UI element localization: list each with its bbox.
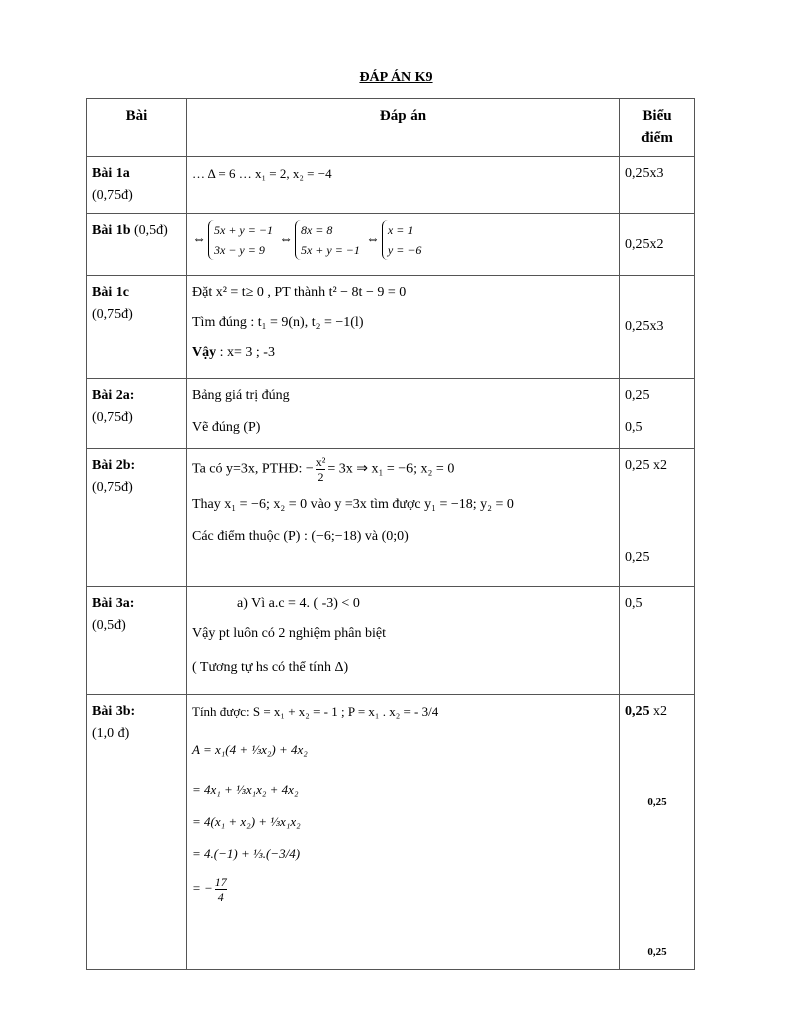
cell-score [620,379,695,449]
eq: y = −6 [387,243,422,257]
fraction [316,455,326,484]
table-row-3a [87,587,695,695]
table-header-row [87,99,695,157]
table-row-1c [87,276,695,379]
cell-label [87,449,187,587]
numerator: 17 [214,875,227,889]
answer-line: Các điểm thuộc (P) : (−6;−18) và (0;0) [192,529,409,544]
table-row-1a [87,157,695,214]
cell-answer [187,276,620,379]
system-1 [208,220,273,260]
cell-answer [187,379,620,449]
header-dap-an: Đáp án [187,99,620,157]
score-value: 0,25 [625,550,650,565]
cell-answer [187,695,620,970]
row-label: Bài 3a: [92,596,135,611]
header-bieu-diem [620,99,695,157]
cell-score: 0,25x2 [620,214,695,276]
cell-label [87,276,187,379]
answer-line: Bảng giá trị đúng [192,388,290,403]
answer-line [192,455,614,484]
answer-line: ( Tương tự hs có thể tính Δ) [192,660,349,675]
answer-text: : x= 3 ; -3 [216,345,275,360]
row-points: (0,75đ) [92,188,133,203]
equation-systems: ⇔5x + y = −1 3x − y = 9⇔8x = 8 5x + y = −1⇔x = 1 y = −6 [192,232,427,247]
score-value: 0,25 [625,388,650,403]
fraction [215,875,227,904]
cell-score: 0,25x3 [620,276,695,379]
cell-score [620,695,695,970]
equation-line: A = x₁(4 + ⅓x₂) + 4x₂ [192,742,308,757]
row-label: Bài 2a: [92,388,135,403]
cell-score [620,449,695,587]
system-2 [295,220,360,260]
row-label: Bài 1b [92,223,131,238]
row-label: Bài 1c [92,285,129,300]
row-points: (0,75đ) [92,480,133,495]
table-row-2b [87,449,695,587]
page-title: ĐÁP ÁN K9 [359,70,433,85]
eq: 3x − y = 9 [214,243,265,257]
eq: 8x = 8 [300,223,333,237]
row-points: (0,5đ) [92,618,126,633]
cell-label [87,695,187,970]
denominator: 4 [215,889,227,904]
cell-score: 0,25x3 [620,157,695,214]
bold-word: Vậy [192,345,217,360]
equation-line: = 4x₁ + ⅓x₁x₂ + 4x₂ [192,782,299,797]
header-bai: Bài [87,99,187,157]
header-bieu: Biểu [642,108,672,124]
answer-line: Tính được: S = x₁ + x₂ = - 1 ; P = x₁ . x₂ = - 3/4 [192,704,439,719]
cell-label [87,214,187,276]
cell-answer [187,214,620,276]
answer-line: Đặt x² = t≥ 0 , PT thành t² − 8t − 9 = 0 [192,285,407,300]
eq: 5x + y = −1 [214,223,273,237]
answer-text: Ta có y=3x, PTHĐ: − [192,461,314,477]
score-bold: 0,25 [625,704,650,719]
table-row-2a [87,379,695,449]
eq: x = 1 [387,223,414,237]
cell-score: 0,5 [620,587,695,695]
row-points: (0,75đ) [92,410,133,425]
equation-line: = 4(x₁ + x₂) + ⅓x₁x₂ [192,814,301,829]
answer-line: Tìm đúng : t₁ = 9(n), t₂ = −1(l) [192,315,364,330]
answer-line: Thay x₁ = −6; x₂ = 0 vào y =3x tìm được y₁ = −18; y₂ = 0 [192,497,514,512]
row-label: Bài 1a [92,166,130,181]
answer-text: = − [192,880,213,896]
answer-line: … Δ = 6 … x₁ = 2, x₂ = −4 [192,166,332,181]
row-points: (0,5đ) [134,223,168,238]
score-value: 0,25 [647,946,667,958]
answer-line: Vẽ đúng (P) [192,420,261,435]
score-value: 0,5 [625,420,643,435]
answer-line: a) Vì a.c = 4. ( -3) < 0 [237,596,360,611]
header-diem: điểm [641,130,673,146]
table-row-3b [87,695,695,970]
answer-table [86,98,695,970]
equation-line: = 4.(−1) + ⅓.(−3/4) [192,846,301,861]
numerator: x² [315,455,326,469]
answer-text: = 3x ⇒ x₁ = −6; x₂ = 0 [327,461,455,477]
score-value: 0,25 x2 [625,458,667,473]
denominator: 2 [317,470,324,484]
row-points: (1,0 đ) [92,726,130,741]
score-value [625,701,689,723]
system-3 [382,220,422,260]
equation-line [192,875,614,904]
answer-line: Vậy pt luôn có 2 nghiệm phân biệt [192,626,387,641]
cell-label [87,587,187,695]
cell-label [87,379,187,449]
table-row-1b [87,214,695,276]
answer-line [192,342,614,364]
row-label: Bài 2b: [92,458,136,473]
row-points: (0,75đ) [92,307,133,322]
score-value: 0,25 [647,796,667,808]
cell-answer [187,449,620,587]
cell-label [87,157,187,214]
row-label: Bài 3b: [92,704,136,719]
eq: 5x + y = −1 [300,243,360,257]
score-suffix: x2 [649,704,667,719]
cell-answer [187,157,620,214]
cell-answer [187,587,620,695]
